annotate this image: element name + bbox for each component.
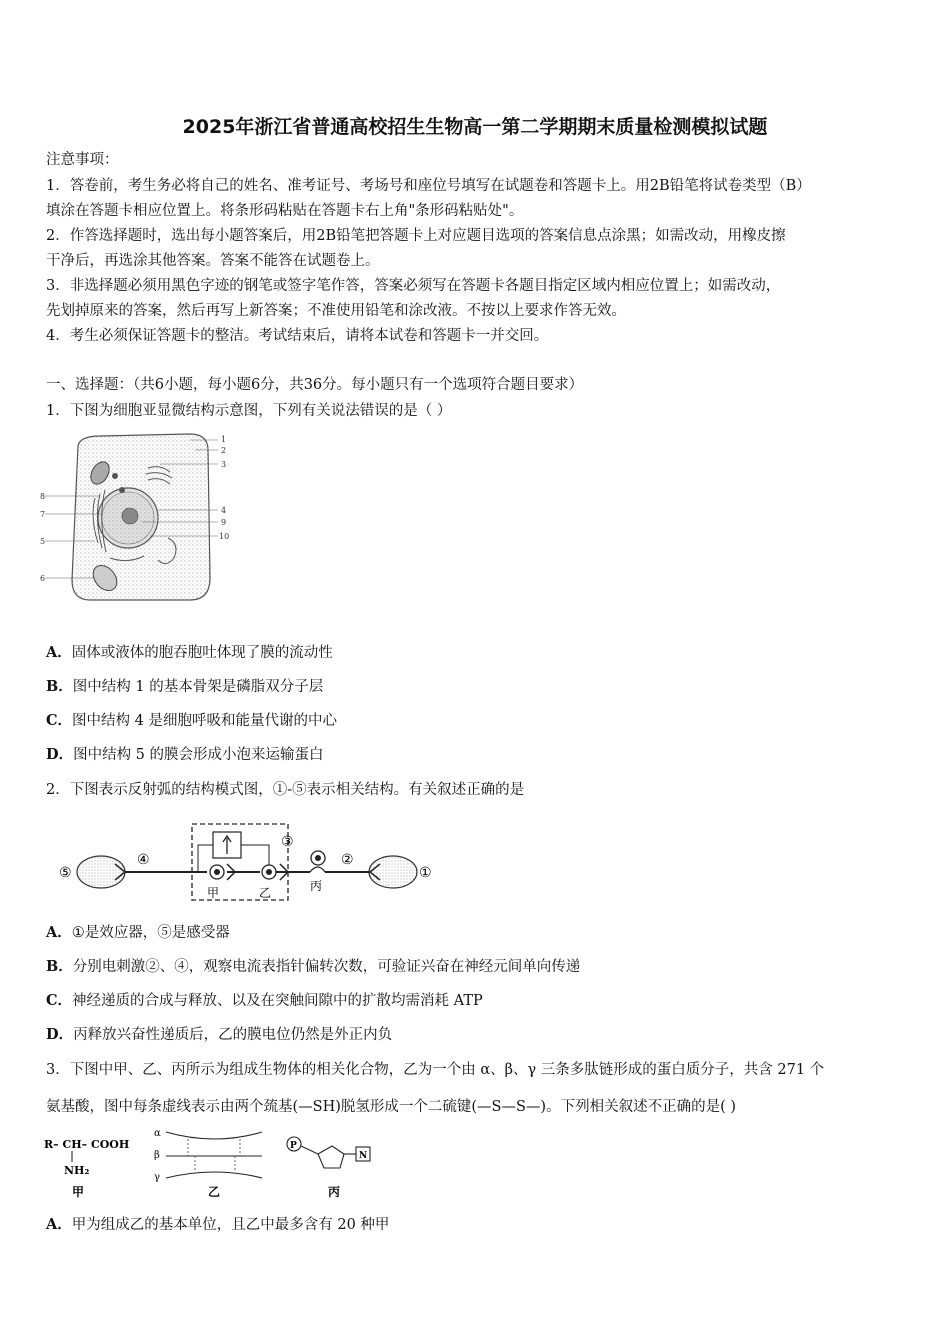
cell-label: 10 [219, 532, 230, 541]
page-title: 2025年浙江省普通高校招生生物高一第二学期期末质量检测模拟试题 [182, 116, 768, 138]
chain-alpha: α [154, 1128, 161, 1139]
reflex-label-1: ① [419, 865, 432, 881]
q3-stem-cont: 氨基酸，图中每条虚线表示由两个巯基(—SH)脱氢形成一个二硫键(—S—S—)。下列相关叙述不正确的是( ) [46, 1099, 736, 1115]
cell-label: 5 [40, 537, 46, 546]
cell-label: 3 [221, 460, 227, 469]
q1-option-c: C．图中结构 4 是细胞呼吸和能量代谢的中心 [46, 712, 337, 729]
reflex-label-4: ④ [137, 852, 150, 868]
amino-acid-formula: R– CH– COOH [44, 1138, 130, 1151]
notice-line: 先划掉原来的答案，然后再写上新答案；不准使用铅笔和涂改液。不按以上要求作答无效。 [46, 303, 626, 319]
cell-diagram [40, 428, 240, 608]
compound-diagram [40, 1126, 380, 1202]
q1-stem: 1．下图为细胞亚显微结构示意图，下列有关说法错误的是（ ） [46, 403, 452, 419]
q2-option-b: B．分别电刺激②、④，观察电流表指针偏转次数，可验证兴奋在神经元间单向传递 [46, 958, 581, 975]
reflex-label-yi: 乙 [259, 886, 272, 900]
notice-line: 3．非选择题必须用黑色字迹的钢笔或签字笔作答，答案必须写在答题卡各题目指定区域内相应位置上；如需改动， [46, 278, 781, 294]
section-heading: 一、选择题：（共6小题，每小题6分，共36分。每小题只有一个选项符合题目要求） [46, 377, 584, 393]
cell-label: 1 [221, 435, 227, 444]
cell-label: 9 [221, 518, 227, 527]
reflex-label-2: ② [341, 852, 354, 868]
reflex-label-jia: 甲 [207, 886, 220, 900]
q2-stem: 2．下图表示反射弧的结构模式图，①-⑤表示相关结构。有关叙述正确的是 [46, 782, 525, 798]
q3-option-a: A．甲为组成乙的基本单位，且乙中最多含有 20 种甲 [46, 1216, 390, 1233]
label-yi: 乙 [208, 1185, 221, 1199]
chain-gamma: γ [154, 1172, 160, 1183]
notice-heading: 注意事项： [46, 152, 119, 168]
phosphate-symbol: P [290, 1141, 297, 1151]
label-jia: 甲 [72, 1185, 85, 1199]
reflex-label-5: ⑤ [59, 865, 72, 881]
notice-line: 2．作答选择题时，选出每小题答案后，用2B铅笔把答题卡上对应题目选项的答案信息点涂黑；如需改动，用橡皮擦 [46, 228, 786, 244]
notice-line: 4．考生必须保证答题卡的整洁。考试结束后，请将本试卷和答题卡一并交回。 [46, 328, 549, 344]
reflex-label-bing: 丙 [310, 879, 323, 893]
amino-group: NH₂ [64, 1164, 90, 1177]
reflex-label-3: ③ [281, 834, 294, 850]
q1-option-a: A．固体或液体的胞吞胞吐体现了膜的流动性 [46, 644, 333, 661]
q3-stem: 3．下图中甲、乙、丙所示为组成生物体的相关化合物，乙为一个由 α、β、γ 三条多肽链形成的蛋白质分子，共含 271 个 [46, 1062, 825, 1078]
q2-option-c: C．神经递质的合成与释放、以及在突触间隙中的扩散均需消耗 ATP [46, 992, 483, 1009]
base-symbol: N [359, 1151, 368, 1161]
reflex-arc-diagram [55, 818, 440, 908]
notice-line: 1．答卷前，考生务必将自己的姓名、准考证号、考场号和座位号填写在试题卷和答题卡上。用2B铅笔将试卷类型（B） [46, 178, 811, 194]
notice-line: 干净后，再选涂其他答案。答案不能答在试题卷上。 [46, 253, 380, 269]
cell-label: 2 [221, 446, 227, 455]
chain-beta: β [154, 1150, 160, 1161]
q2-option-d: D．丙释放兴奋性递质后，乙的膜电位仍然是外正内负 [46, 1026, 393, 1043]
q1-option-d: D．图中结构 5 的膜会形成小泡来运输蛋白 [46, 746, 324, 763]
label-bing: 丙 [328, 1185, 341, 1199]
notice-line: 填涂在答题卡相应位置上。将条形码粘贴在答题卡右上角"条形码粘贴处"。 [46, 203, 524, 219]
cell-label: 4 [221, 506, 227, 515]
q2-option-a: A．①是效应器，⑤是感受器 [46, 924, 230, 941]
cell-label: 7 [40, 510, 46, 519]
q1-option-b: B．图中结构 1 的基本骨架是磷脂双分子层 [46, 678, 324, 695]
cell-label: 8 [40, 492, 46, 501]
cell-label: 6 [40, 574, 46, 583]
